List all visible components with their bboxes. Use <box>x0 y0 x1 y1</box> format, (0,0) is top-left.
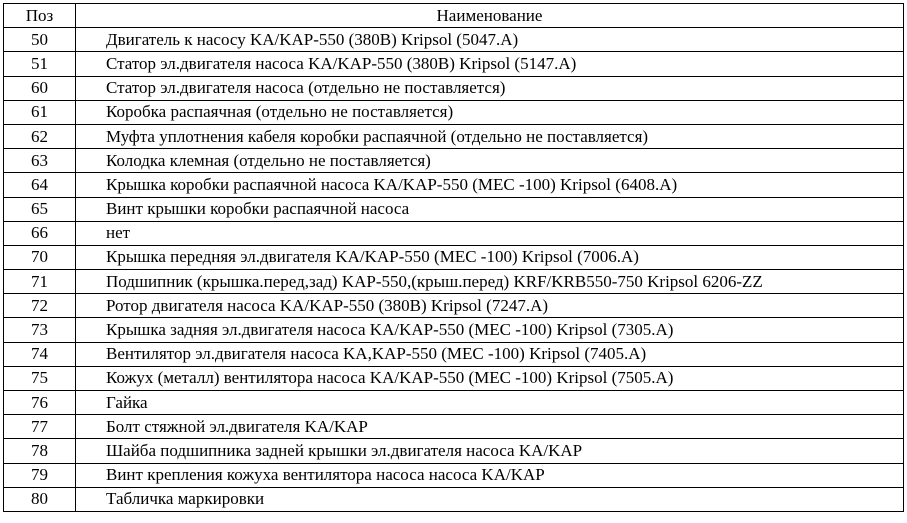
table-row <box>4 487 904 511</box>
table-row <box>4 52 904 76</box>
row-name: Винт крышки коробки распаячной насоса <box>76 197 904 221</box>
row-pos: 71 <box>4 270 76 294</box>
table-row <box>4 28 904 52</box>
table-row <box>4 439 904 463</box>
row-pos: 78 <box>4 439 76 463</box>
table-row <box>4 245 904 269</box>
table-row <box>4 270 904 294</box>
row-name: Винт крепления кожуха вентилятора насоса насоса KA/KAP <box>76 463 904 487</box>
row-name: Табличка маркировки <box>76 487 904 511</box>
row-pos: 66 <box>4 221 76 245</box>
row-pos: 64 <box>4 173 76 197</box>
row-name: Статор эл.двигателя насоса (отдельно не поставляется) <box>76 76 904 100</box>
row-name: Муфта уплотнения кабеля коробки распаячной (отдельно не поставляется) <box>76 124 904 148</box>
row-pos: 76 <box>4 391 76 415</box>
row-pos: 62 <box>4 124 76 148</box>
table-row <box>4 294 904 318</box>
row-pos: 51 <box>4 52 76 76</box>
table-row <box>4 124 904 148</box>
row-pos: 50 <box>4 28 76 52</box>
header-pos: Поз <box>4 4 76 28</box>
row-name: Статор эл.двигателя насоса KA/KAP-550 (380В) Kripsol (5147.A) <box>76 52 904 76</box>
header-name: Наименование <box>76 4 904 28</box>
table-row <box>4 391 904 415</box>
table-row <box>4 318 904 342</box>
row-pos: 80 <box>4 487 76 511</box>
table-row <box>4 197 904 221</box>
table-header <box>4 4 904 28</box>
row-name: Вентилятор эл.двигателя насоса KA,KAP-550 (MEC -100) Kripsol (7405.A) <box>76 342 904 366</box>
row-pos: 61 <box>4 100 76 124</box>
row-pos: 75 <box>4 366 76 390</box>
row-name: Крышка коробки распаячной насоса KA/KAP-550 (MEC -100) Kripsol (6408.A) <box>76 173 904 197</box>
row-pos: 72 <box>4 294 76 318</box>
table-row <box>4 100 904 124</box>
table-row <box>4 415 904 439</box>
row-name: Кожух (металл) вентилятора насоса KA/KAP-550 (MEC -100) Kripsol (7505.A) <box>76 366 904 390</box>
row-pos: 79 <box>4 463 76 487</box>
row-name: Крышка передняя эл.двигателя KA/KAP-550 (MEC -100) Kripsol (7006.A) <box>76 245 904 269</box>
row-pos: 65 <box>4 197 76 221</box>
row-pos: 74 <box>4 342 76 366</box>
table-row <box>4 149 904 173</box>
table-row <box>4 463 904 487</box>
row-pos: 77 <box>4 415 76 439</box>
row-name: Гайка <box>76 391 904 415</box>
row-pos: 70 <box>4 245 76 269</box>
table-body <box>4 28 904 512</box>
row-name: Ротор двигателя насоса KA/KAP-550 (380В) Kripsol (7247.A) <box>76 294 904 318</box>
row-name: нет <box>76 221 904 245</box>
row-name: Шайба подшипника задней крышки эл.двигателя насоса KA/KAP <box>76 439 904 463</box>
row-name: Крышка задняя эл.двигателя насоса KA/KAP-550 (MEC -100) Kripsol (7305.A) <box>76 318 904 342</box>
table-row <box>4 366 904 390</box>
row-name: Колодка клемная (отдельно не поставляется) <box>76 149 904 173</box>
table-row <box>4 173 904 197</box>
row-name: Двигатель к насосу KA/KAP-550 (380В) Kripsol (5047.A) <box>76 28 904 52</box>
row-pos: 73 <box>4 318 76 342</box>
table-row <box>4 221 904 245</box>
row-name: Болт стяжной эл.двигателя KA/KAP <box>76 415 904 439</box>
row-name: Коробка распаячная (отдельно не поставляется) <box>76 100 904 124</box>
header-row <box>4 4 904 28</box>
row-pos: 60 <box>4 76 76 100</box>
row-pos: 63 <box>4 149 76 173</box>
row-name: Подшипник (крышка.перед,зад) KAP-550,(крыш.перед) KRF/KRB550-750 Kripsol 6206-ZZ <box>76 270 904 294</box>
table-row <box>4 76 904 100</box>
table-row <box>4 342 904 366</box>
parts-table <box>3 3 904 512</box>
